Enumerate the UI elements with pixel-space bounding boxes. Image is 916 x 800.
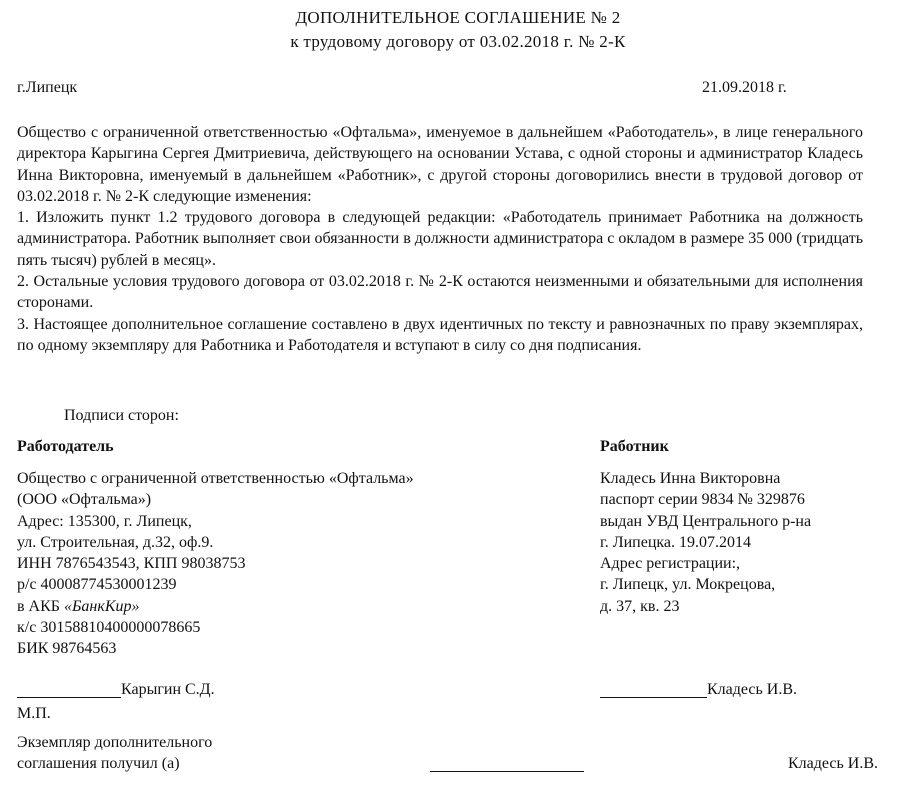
receipt-line-2: соглашения получил (а) [17, 755, 180, 772]
employer-bank-line [17, 596, 414, 617]
employer-line: к/с 30158810400000078665 [17, 619, 201, 637]
paragraph-preamble: Общество с ограниченной ответственностью «Офтальма», именуемое в дальнейшем «Работодатель», в лице генерального директора Карыгина Сергея Дмитриевича, действующего на основании Устава, с одной стороны и администратор Кладесь Инна Викторовна, именуемый в дальнейшем «Работник», с другой стороны договорились внести в трудовой договор от 03.02.2018 г. № 2-К следующие изменения: [17, 124, 863, 205]
employee-line: Адрес регистрации:, [600, 555, 741, 573]
employer-line: Адрес: 135300, г. Липецк, [17, 512, 192, 530]
signatures-label: Подписи сторон: [64, 407, 179, 424]
bank-prefix: в АКБ [17, 597, 64, 615]
employer-signature-name: Карыгин С.Д. [121, 681, 215, 698]
employee-signature-name: Кладесь И.В. [707, 681, 798, 698]
employer-line: Общество с ограниченной ответственностью «Офтальма» [17, 470, 414, 487]
agreement-body [17, 122, 863, 356]
employer-line: ул. Строительная, д.32, оф.9. [17, 533, 214, 551]
document-date: 21.09.2018 г. [702, 79, 787, 96]
employer-line: (ООО «Офтальма») [17, 491, 152, 509]
paragraph-clause-3: 3. Настоящее дополнительное соглашение составлено в двух идентичных по тексту и равнозначных по праву экземплярах, по одному экземпляру для Работника и Работодателя и вступают в силу со дня подписания. [17, 315, 863, 354]
receipt-signature-line [430, 771, 584, 772]
employer-line: р/с 40008774530001239 [17, 576, 177, 594]
bank-name: «БанкКир» [63, 597, 140, 615]
receipt-line-1: Экземпляр дополнительного [17, 734, 213, 751]
stamp-label: М.П. [17, 705, 51, 722]
document-title: ДОПОЛНИТЕЛЬНОЕ СОГЛАШЕНИЕ № 2 [295, 8, 621, 27]
employee-line: г. Липецка. 19.07.2014 [600, 533, 752, 551]
employee-line: Кладесь Инна Викторовна [600, 470, 781, 487]
paragraph-clause-2: 2. Остальные условия трудового договора от 03.02.2018 г. № 2-К остаются неизменными и обязательными для исполнения сторонами. [17, 273, 863, 312]
document-subtitle: к трудовому договору от 03.02.2018 г. № 2-К [290, 32, 626, 51]
employee-line: паспорт серии 9834 № 329876 [600, 491, 805, 509]
employee-signature-line [600, 697, 707, 698]
employee-line: д. 37, кв. 23 [600, 597, 680, 615]
employee-heading: Работник [600, 438, 669, 455]
employer-line: ИНН 7876543543, КПП 98038753 [17, 555, 246, 573]
employer-details [17, 468, 414, 660]
receipt-name: Кладесь И.В. [788, 755, 879, 772]
paragraph-clause-1: 1. Изложить пункт 1.2 трудового договора в следующей редакции: «Работодатель принимает Работника на должность администратора. Работник выполняет свои обязанности в должности администратора с окладом в размере 35 000 (тридцать пять тысяч) рублей в месяц». [17, 209, 864, 269]
employer-signature-line [17, 697, 121, 698]
employer-line: БИК 98764563 [17, 640, 117, 658]
employee-line: г. Липецк, ул. Мокрецова, [600, 576, 776, 594]
document-place: г.Липецк [17, 79, 78, 96]
employer-heading: Работодатель [17, 438, 114, 455]
employee-details [600, 468, 811, 617]
employee-line: выдан УВД Центрального р-на [600, 512, 812, 530]
